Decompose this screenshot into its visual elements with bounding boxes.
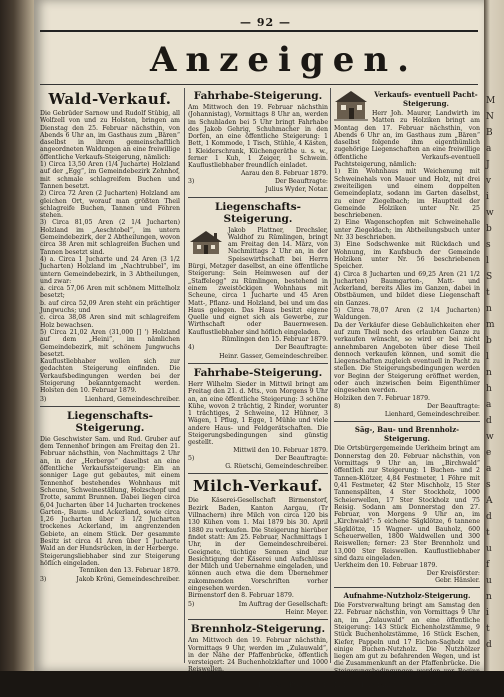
signatory: Lienhard, Gemeindeschreiber. [384,411,480,419]
signatory: Joh. Neuenschwander. [409,689,480,697]
date-line: Tenniken den 13. Februar 1879. [79,567,180,575]
signatory: Heinr. Meyer. [285,608,328,616]
list-item: 5) Circa 21,02 Aren (31,000 [] ') Holzland auf dem „Heini“, im nämlichen Gemeindebezirk, mit schönem Jungwuchs besetzt. [40,328,180,358]
signatory: Gebr. Hänsler. [435,576,480,584]
adjacent-page-fragment: s [486,240,491,250]
adjacent-page-fragment: e [486,448,492,458]
adjacent-page-fragment: l [486,256,489,266]
signature-line [334,403,480,410]
ad-separator [334,587,480,588]
house-illustration-icon [188,228,224,256]
signatory-role: Der Beauftragte: [426,402,480,410]
ad-closing: Da der Verkäufer diese Gebäulichkeiten eher auf zum Theil noch des erlaubten Ganze zu verkaufen wünscht, so wird er bei nicht annehmbaren Angeboten über diese Theil dennoch verkaufen können, und somit die Liegenschaften zugleich eventuell in Pacht zu stellen. Die Steigerungsbedingungen werden vor Beginn der Steigerung eröffnet werden, oder auch inzwischen beim Eigenthümer eingesehen werden. [334,321,480,395]
adjacent-page-fragment: a [486,144,492,154]
ad-title-fahrhabe-steigerung: Fahrhabe-Steigerung. [193,366,323,379]
signatory-role: Im Auftrag der Gesellschaft: [238,600,328,608]
adjacent-page-fragment: b [486,224,492,234]
ad-title-verkaufs-pacht-steigerung: Verkaufs- eventuell Pacht-Steigerung. [374,90,478,108]
adjacent-page-fragment: a [486,400,492,410]
ad-body: Die Käserei-Gesellschaft Birmenstorf, Bezirk Baden, Kanton Aargau, (Tr Villnachern) ihre Milch von circa 120 bis 130 Kühen vom 1. Mai 1879 bis 30. April 1880 zu verkaufen. Die Steigerung hierüber findet statt: Am 25. Februar, Nachmittags 1 Uhr, in der Gemeindeschreiberei. Geeignete, tüchtige Sennen sind zur Besichtigung der Käserei und Aufschlüsse der Milch und Uebernahme eingeladen, und können auch etwa die dem Übernehmer zukommenden Vorschriften vorher eingesehen werden. [188,497,328,593]
adjacent-page-fragment: b [486,336,492,346]
signatory: Lienhard, Gemeindeschreiber. [84,395,180,403]
ad-closing: Kauflustliebhaber wollen sich zur gedachten Steigerung einfinden. Die Verkaufsbedingungen werden bei der Steigerung bekanntgemacht werden. Holsten den 10. Februar 1879. [40,358,180,395]
list-item: 1) Circa 13,50 Aren (1/4 Jucharte) Holzland auf der „Egg“, im Gemeindebezirk Zehnhof, mit schmale schlagreifem Buchen und Tannen besetzt. [40,161,180,190]
adjacent-page-fragment: n [486,592,492,602]
signatory-role: Der Beauftragte: [274,454,328,462]
ad-body: Die Ortsbürgergemeinde Uerkheim bringt am Donnerstag den 20. Februar nächsthin, von Vormittags 9 Uhr an, im „Birchwald“ öffentlich zur Steigerung: 1 Buchen- und 2 Tannen-Klötzer, 4,84 Festmeter, 1 Föhre mit 0,41 Festmeter, 42 Ster Mischholz, 15 Ster Tannenspälten, 4 Ster Stockholz, 1000 Scheierwellen, 17 Ster Stockholz und 75 Reisig. Sodann am Donnerstag den 27. Februar, von Morgens 9 Uhr an, im „Kirchwald“: 5 eichene Sägklötze, 6 tannene Sägklötze, 15 Wagner- und Bauholz, 600 Scheuerwellen, 1800 Waldwellen und 300 Reiswellen; ferner: 23 Ster Brennholz und 13,000 Ster Reiswellen. Kauflustliebhaber sind dazu eingeladen. [334,445,480,562]
list-item: c. circa 38,08 Aren sind mit schlagreifem Holz bewachsen. [40,314,180,329]
adjacent-page-fragment: n [486,304,492,314]
ad-number: 3) [40,395,47,403]
adjacent-page-fragment: m [486,320,495,330]
ad-body: Herr Wilhelm Sieder in Mittwil bringt am Freitag den 21. d. Mts., von Morgens 9 Uhr an, an eine öffentliche Steigerung: 3 schöne Kühe, wovon 2 trächtig, 2 Rinder, worunter 1 trächtiges, 2 Schweine, 12 Hühner, 3 Wägen, 1 Pflug, 1 Egge, 1 Mühle und viele andere Haus- und Feldgerätschaften. Die Steigerungsbedingungen sind günstig gestellt. [188,380,328,447]
adjacent-page-fragment: S [486,272,493,282]
ad-body: Am Mittwoch den 19. Februar nächsthin, Vormittags 9 Uhr, werden im „Zulauwald“, in der Nähe der Pfaffenbrücke, öffentlich versteigert: 24 Buchenholzklafter und 1000 Reiswellen. [188,637,328,674]
adjacent-page-fragment: d [486,640,492,650]
middle-column [188,88,328,689]
ad-number: 2) [188,682,195,689]
ad-number: 3) [40,575,47,583]
right-column [334,88,480,697]
signatory: G. Rüetschi, Gemeindeschreiber. [225,463,328,471]
ad-separator [334,421,480,422]
list-item: 2) Circa 72 Aren (2 Jucharten) Holzland am gleichen Ort, worauf man größten Theil schlagreife Buchen, Tannen und Föhren stehen. [40,190,180,220]
list-item: 2) Eine Wagenschopfen mit Schweinehalle unter Ziegeldach; im Abtheilungsbuch unter Nr. 33 beschrieben. [334,219,480,242]
adjacent-page-fragment: h [486,384,492,394]
signature-line [40,396,180,403]
ad-body: Die Geschwister Sam. und Rud. Gruber auf dem Tennenhof bringen am Freitag den 21. Februar nächsthin, von Nachmittags 2 Uhr an, in der „Herberge“ daselbst an eine öffentliche Verkaufssteigerung: Ein an sonniger Lage gut gebautes, mit einem Tennenhof bestehendes Wohnhaus mit Scheune, Schweineställung, Holzschopf und Trotte, sammt Brunnen. Dabei liegen circa 6,04 Jucharten über 14 Jucharten trockenes Garten-, Baum- und Ackerland, sowie circa 1,26 Jucharten über 3 1/2 Jucharten trockenes Ackerland, im angrenzenden Gebiete, an einem Stück. Der gesammte Besitz ist circa 41 Aren über 1 Jucharte Wald an der Hundsrücken, in der Herberge. [40,435,180,553]
adjacent-page-fragment: w [486,208,494,218]
ad-separator [188,473,328,474]
ad-separator [40,406,180,407]
ad-number: 5) [188,454,195,462]
ad-number: 3) [188,177,195,185]
adjacent-page-fragment: v [486,176,492,186]
list-item: 3) Eine Sodschwenke mit Rückdach und Wohnung, im Kaufsbuch der Gemeinde Holziken unter Nr. 56 beschriebenen Speicher. [334,241,480,271]
date-line: Aarau den 8. Februar 1879. [240,169,328,177]
signature-line [188,682,328,689]
adjacent-page-fragment: N [486,112,494,122]
column-divider [184,88,185,663]
ad-title-saeg-bau-brennholz-steigerung: Säg-, Bau- und Brennholz-Steigerung. [354,425,460,444]
ad-title-wald-verkauf: Wald-Verkauf. [48,90,172,108]
date-line: Holziken den 7. Februar 1879. [334,394,430,402]
ad-separator [188,197,328,198]
ad-title-brennholz-steigerung: Brennholz-Steigerung. [190,623,326,636]
ad-number: 5) [188,600,195,608]
signatory-role: Der Kreisförster: [426,569,480,577]
adjacent-page-fragment: t [486,288,490,298]
date-line: Laufenburg den 13. Februar 1879. [188,673,297,681]
item-list [334,168,480,321]
adjacent-page-fragment: i [486,192,489,202]
signatory: Heinr. Gasser, Gemeindeschreiber. [219,352,328,360]
list-item: 3) Circa 81,05 Aren (2 1/4 Jucharten) Holzland im „Aeschtobel“, im untern Gemeindebezirk, der 2 Abtheilungen, wovon circa 38 Aren mit schlagreifen Buchen und Tannen besetzt sind. [40,219,180,256]
signature-line [40,576,180,583]
signatory: Julius Wyder, Notar. [265,186,328,194]
ad-title-fahrhabe-steigerung: Fahrhabe-Steigerung. [193,90,323,102]
ad-body: Jakob Plattner, Drechsler, Waldhof zu Rümlingen, bringt am Freitag den 14. März, von Nachmittags 2 Uhr an, in der Speisewirthschaft bei Herrn Bürgi, Metzger daselbst, an eine öffentliche Steigerung: Sein Heimwesen auf der „Staffelegg“ zu Rümlingen, bestehend in einem zweistöckigen Wohnhaus mit Scheune, circa 1 Jucharte und 45 Aren Matt-, Pflanz- und Holzland, bei und um das Haus gelegen. Das Haus besitzt eigene Quelle und eignet sich als Gewerbe, zur Wirthschaft oder Bauernwesen. Kauflustliebhaber sind höflich eingeladen. [188,226,328,336]
adjacent-page-fragment: w [486,432,494,442]
adjacent-page-fragment: J [486,160,490,170]
adjacent-page-fragment: B [486,128,493,138]
adjacent-page-fragment: d [486,416,492,426]
adjacent-page-fragment: t [486,528,490,538]
ad-title-milch-verkauf: Milch-Verkauf. [192,477,324,496]
list-item: 4) Circa 8 Jucharten und 69,25 Aren (21 1/2 Jucharten) Baumgarten-, Matt- und Ackerland, bereits Alles im Ganzen, dabei in Obstbäumen, und bildet diese Liegenschaft ein Ganzes. [334,270,480,307]
item-list [40,161,180,358]
ad-title-liegenschafts-steigerung: Liegenschafts-Steigerung. [214,200,302,225]
date-line: Uerkheim den 10. Februar 1879. [334,562,438,570]
adjacent-page-fragment: t [486,624,490,634]
adjacent-page-fragment: a [486,464,492,474]
list-item: a. circa 57,06 Aren mit schönem Mittelholz besetzt; [40,285,180,300]
adjacent-page-fragment: u [486,576,492,586]
adjacent-page-fragment: u [486,544,492,554]
ad-body: Die Forstverwaltung bringt am Samstag den 22. Februar nächsthin, von Vormittags 9 Uhr an, im „Zulauwald“ an eine öffentliche Steigerung: 143 Stück Eichenholzstämme, 9 Stück Buchenholzstämme, 16 Stück Eschen, Kiefer, Pappeln und 17 Eichen-Sagholz und einige Buchen-Nutzholz. Die Nutzhölzer liegen am gut zu befahrenden Wegen, und ist die Zusammenkunft an der Pfaffenbrücke. Die Steigerungsbedingungen werden vor Beginn der Steigerung bekannt gemacht. [334,602,480,683]
signatory: J. J. Zäch, Kreisförster. [257,682,328,689]
adjacent-page-fragment: f [486,560,490,570]
adjacent-page-fragment: n [486,368,492,378]
signature-line [188,601,328,608]
signature-line [188,344,328,351]
signatory-role: Der Beauftragte: [274,177,328,185]
ad-body: Die Gebrüder Sarnow und Rudolf Stübig, all Wolfzell von und zu Holsten, bringen am Dienstag den 25. Februar nächsthin, von Abends 6 Uhr an, im Gasthaus zum „Bären“ daselbst in ihrem gemeinschaftlich angeordneten Waldungen an eine freiwillige öffentliche Verkaufs-Steigerung, nämlich: [40,110,180,161]
page-number: — 92 — [240,16,291,29]
date-line: Liebegg bei Gränichen den 13. Februar 1879. [334,682,478,690]
adjacent-page-fragment: M [486,96,496,106]
adjacent-page-fragment: i [486,608,489,618]
ad-number: 4) [188,344,195,352]
list-item: 4) a. Circa 1 Jucharte und 24 Aren (3 1/2 Jucharten) Holzland im „Nachtrubbel“, im untern Gemeindebezirk, in 3 Abtheilungen, und zwar: [40,255,180,285]
ad-separator [188,619,328,620]
ad-body: Herr Joh. Maurer, Landwirth im Matten zu Holziken bringt am Montag den 17. Februar nächsthin, von Abends 6 Uhr an, im Gasthaus zum „Bären“ daselbst folgende ihm eigenthümlich zugehörige Liegenschaften an eine freiwillige öffentliche Verkaufs-eventuell Pachtsteigerung, nämlich: [334,110,480,169]
masthead-title: Anzeigen. [150,40,418,80]
ad-title-aufnahme-nutzholz-steigerung: Aufnahme-Nutzholz-Steigerung. [343,591,471,601]
ad-separator [188,363,328,364]
adjacent-page-fragment: l [486,352,489,362]
list-item: b. auf circa 52,09 Aren steht ein prächtiger Jungwuchs; und [40,299,180,315]
date-line: Birmenstorf den 8. Februar 1879. [188,592,294,600]
adjacent-page-fragment: A [486,496,493,506]
date-line: Rümlingen den 15. Februar 1879. [221,336,328,344]
signature-line [188,178,328,185]
farmhouse-illustration-icon [334,89,368,121]
ad-title-liegenschafts-steigerung: Liegenschafts-Steigerung. [66,409,154,434]
signatory-role: Der Beauftragte: [274,344,328,352]
header-rule [40,30,478,32]
signatory: Jakob Kröni, Gemeindeschreiber. [76,575,180,583]
signature-line [188,455,328,462]
book-spine-shadow [0,0,34,671]
masthead-rule [40,84,478,85]
column-divider [330,88,331,663]
ad-body: Am Mittwoch den 19. Februar nächsthin (Johannistag), Vormittags 8 Uhr an, werden im Schuhladen bei 5 Uhr bringt Fahrhabe des Jakob Gehrig, Schuhmacher in den Dorfen, an eine öffentliche Steigerung: 1 Bett, 1 Kommode, 1 Tisch, Stühle, 4 Kästen, 1 Kleiderschrank, Küchengeräthe u. s. w., ferner 1 Kuh, 1 Zeiger, 1 Schwein. Kauflustliebhaber freundlich einladet. [188,104,328,170]
left-column [40,88,180,668]
ad-closing: Steigerungsliebhaber sind zur Steigerung höflich eingeladen. [40,552,180,567]
adjacent-page-fragment: s [486,480,491,490]
ad-number: 8) [334,402,341,410]
adjacent-page-strip [484,0,504,671]
adjacent-page-fragment: d [486,512,492,522]
date-line: Mittwil den 10. Februar 1879. [233,446,328,454]
list-item: 5) Circa 78,07 Aren (2 1/4 Jucharten) Waldungen. [334,307,480,322]
list-item: 1) Ein Wohnhaus mit Weichenung mit Schweinehals von Mauer und Holz, mit drei zweiteiligen und einem doppelten Gemeindeplatz, sodann im Garten daselbst, zu einer Ziegelbach; im Hauptteil der Gemeinde Holziken unter Nr. 25 beschriebenen. [334,168,480,220]
